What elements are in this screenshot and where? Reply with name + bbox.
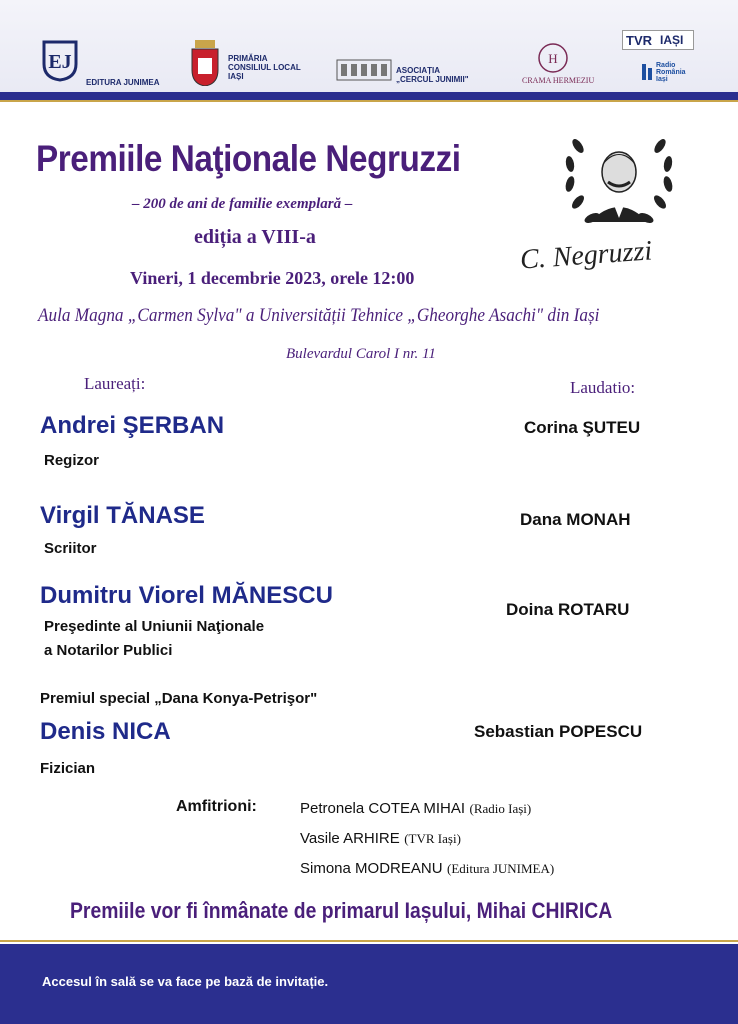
host-org: (Editura JUNIMEA) xyxy=(446,861,555,876)
host-name: Petronela COTEA MIHAI xyxy=(300,800,466,817)
host-item xyxy=(300,860,554,878)
special-laureate-name: Denis NICA xyxy=(40,718,171,745)
radio-line2: România xyxy=(656,69,686,76)
negruzzi-portrait xyxy=(556,122,682,247)
laureate-role-line1: Preşedinte al Uniunii Naţionale xyxy=(44,618,265,635)
tvr-city: IAȘI xyxy=(660,33,684,47)
subtitle: – 200 de ani de familie exemplară – xyxy=(132,196,353,212)
closing-line: Premiile vor fi înmânate de primarul Iașului, Mihai CHIRICA xyxy=(70,898,613,923)
laureate-role-line2: a Notarilor Publici xyxy=(44,642,173,659)
building-icon xyxy=(336,58,392,82)
host-org: (TVR Iași) xyxy=(404,831,461,846)
laureate-role: Regizor xyxy=(44,452,100,469)
radio-icon xyxy=(640,62,654,82)
radio-line3: Iași xyxy=(656,76,668,83)
crama-emblem xyxy=(536,40,570,81)
primaria-text xyxy=(228,54,301,81)
access-note: Accesul în sală se va face pe bază de invitație. xyxy=(42,974,329,989)
laurel-wreath-icon xyxy=(556,122,682,242)
radio-text xyxy=(656,62,686,83)
primaria-line2: CONSILIUL LOCAL xyxy=(228,63,301,72)
laudatio-name: Dana MONAH xyxy=(520,510,631,529)
asociatia-line1: ASOCIAȚIA xyxy=(396,66,440,75)
host-item xyxy=(300,830,461,848)
host-name: Vasile ARHIRE xyxy=(300,830,400,847)
asociatia-text xyxy=(396,66,469,84)
host-item xyxy=(300,800,531,818)
venue: Aula Magna „Carmen Sylva" a Universității Tehnice „Gheorghe Asachi" din Iași xyxy=(38,306,600,326)
crama-text: CRAMA HERMEZIU xyxy=(522,76,595,85)
laureate-name: Andrei ŞERBAN xyxy=(40,412,225,439)
radio-line1: Radio xyxy=(656,62,676,69)
host-org: (Radio Iași) xyxy=(469,801,532,816)
laureate-name: Dumitru Viorel MĂNESCU xyxy=(40,582,333,609)
signature: C. Negruzzi xyxy=(519,235,654,276)
top-rule xyxy=(0,92,738,100)
junimea-text: EDITURA JUNIMEA xyxy=(86,78,160,87)
host-name: Simona MODREANU xyxy=(300,860,443,877)
laureates-heading: Laureați: xyxy=(84,374,146,393)
crest-icon xyxy=(190,40,220,86)
address: Bulevardul Carol I nr. 11 xyxy=(286,346,436,362)
laudatio-name: Corina ŞUTEU xyxy=(524,418,641,437)
page-title: Premiile Naţionale Negruzzi xyxy=(36,138,461,179)
primaria-line1: PRIMĂRIA xyxy=(228,54,268,63)
junimea-logo xyxy=(40,40,80,87)
tvr-logo xyxy=(622,30,694,50)
primaria-line3: IAȘI xyxy=(228,72,244,81)
laudatio-heading: Laudatio: xyxy=(570,378,636,397)
top-gold-rule xyxy=(0,100,738,102)
bottom-gold-rule xyxy=(0,940,738,942)
special-prize-label: Premiul special „Dana Konya-Petrişor" xyxy=(40,690,318,707)
asociatia-line2: „CERCUL JUNIMII" xyxy=(396,75,469,84)
tvr-text: TVR xyxy=(626,32,652,48)
primaria-crest xyxy=(190,40,220,91)
hosts-label: Amfitrioni: xyxy=(176,798,257,815)
junimea-icon xyxy=(40,40,80,82)
special-laudatio-name: Sebastian POPESCU xyxy=(474,722,643,741)
laureate-name: Virgil TĂNASE xyxy=(40,502,205,529)
radio-logo xyxy=(640,62,654,87)
event-date: Vineri, 1 decembrie 2023, orele 12:00 xyxy=(130,268,415,288)
svg-text:H: H xyxy=(548,51,558,66)
svg-text:EJ: EJ xyxy=(48,51,72,73)
edition: ediția a VIII-a xyxy=(194,226,316,248)
crama-icon xyxy=(536,40,570,76)
laureate-role: Scriitor xyxy=(44,540,97,557)
asociatia-building xyxy=(336,58,392,87)
special-laureate-role: Fizician xyxy=(40,760,96,777)
laudatio-name: Doina ROTARU xyxy=(506,600,630,619)
